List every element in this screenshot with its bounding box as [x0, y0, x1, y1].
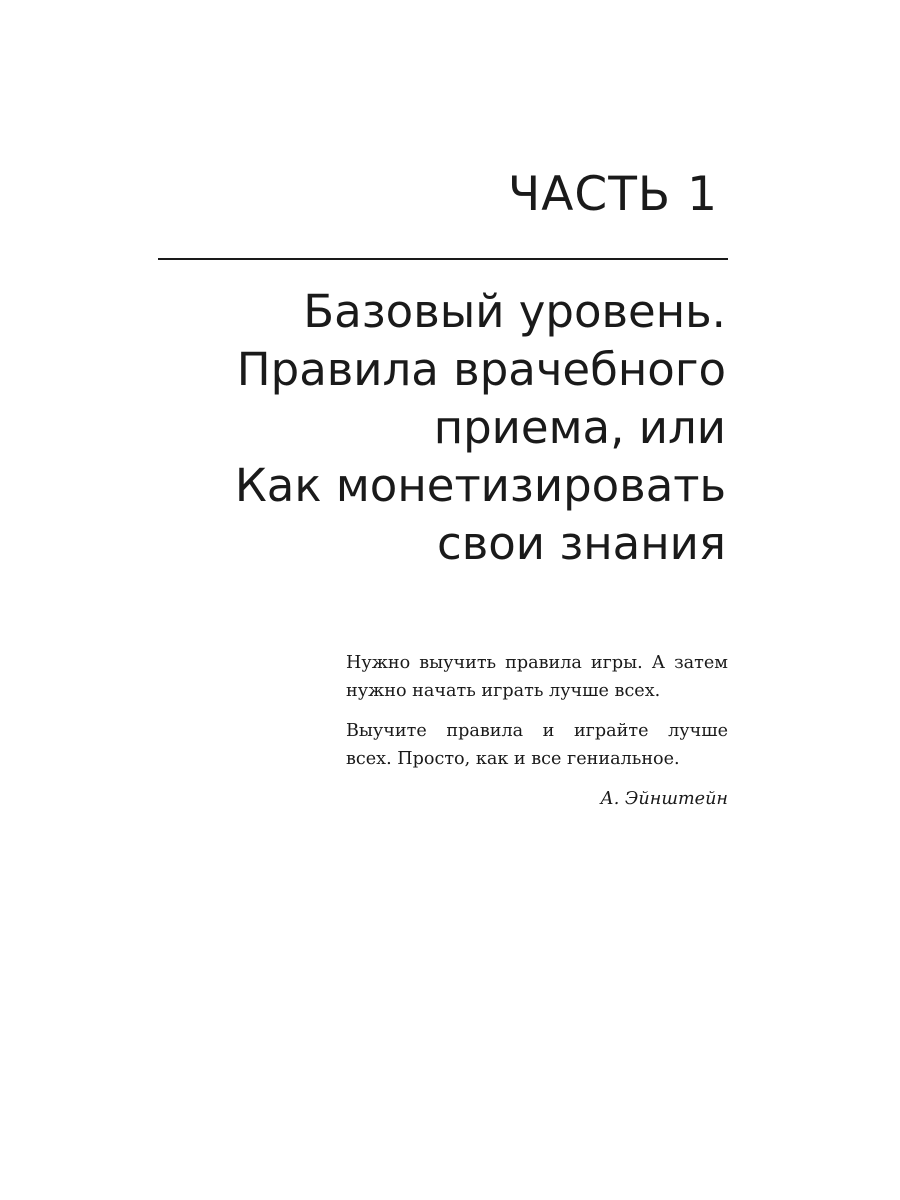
epigraph-line: Выучите правила и играйте лучше	[346, 721, 728, 741]
epigraph-paragraph	[346, 717, 728, 773]
horizontal-rule	[158, 258, 728, 260]
epigraph-line: всех. Просто, как и все гениальное.	[346, 749, 680, 769]
part-label: ЧАСТЬ 1	[508, 167, 718, 222]
chapter-title	[120, 283, 726, 573]
title-line: Базовый уровень.	[303, 285, 726, 338]
epigraph-line: нужно начать играть лучше всех.	[346, 681, 661, 701]
title-line: приема, или	[433, 401, 726, 454]
epigraph-paragraph	[346, 649, 728, 705]
epigraph-attribution: А. Эйнштейн	[600, 789, 728, 809]
epigraph-line: Нужно выучить правила игры. А затем	[346, 653, 728, 673]
title-line: свои знания	[436, 517, 726, 570]
title-line: Правила врачебного	[236, 343, 726, 396]
epigraph	[346, 649, 728, 813]
title-line: Как монетизировать	[234, 459, 726, 512]
